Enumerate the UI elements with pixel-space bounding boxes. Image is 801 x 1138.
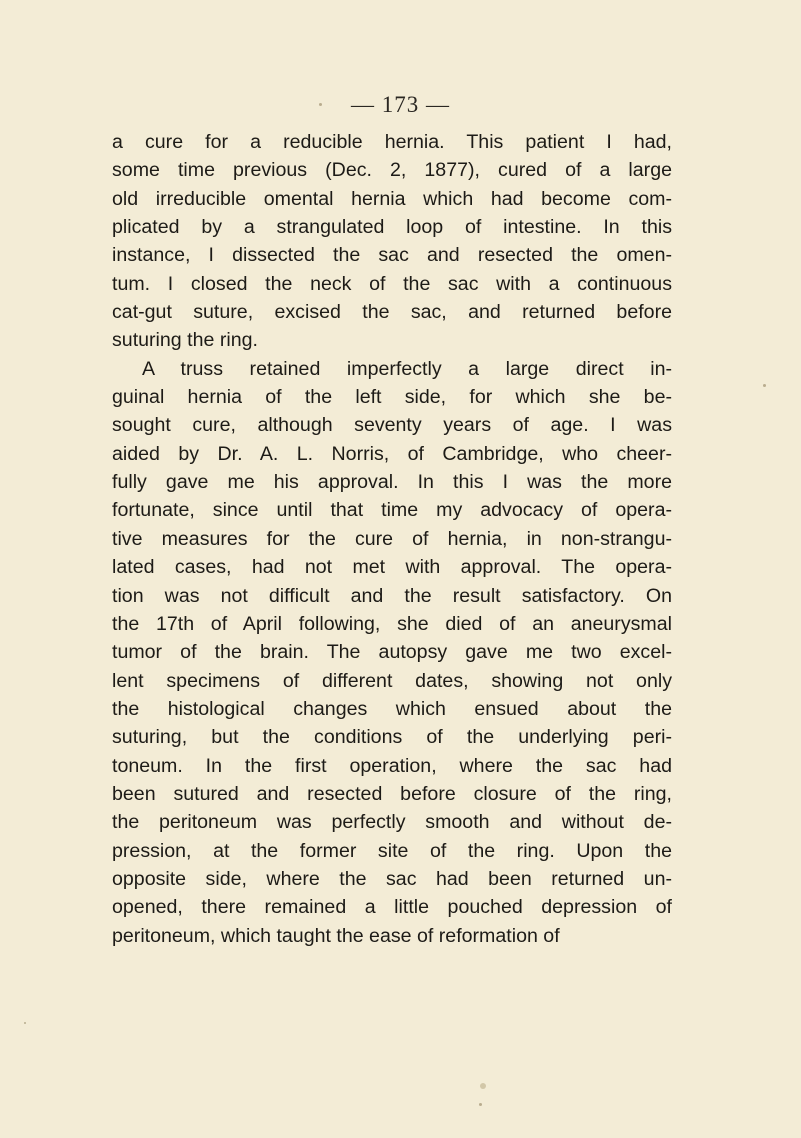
text-line: A truss retained imperfectly a large direct in- (142, 357, 672, 380)
text-line: the peritoneum was perfectly smooth and without de- (112, 811, 672, 834)
text-line: plicated by a strangulated loop of intestine. In this (112, 216, 672, 239)
text-line: opposite side, where the sac had been returned un- (112, 867, 672, 890)
text-line: instance, I dissected the sac and resected the omen- (112, 244, 672, 267)
paper-speck (479, 1103, 482, 1106)
paper-speck (24, 1022, 26, 1024)
text-line: suturing the ring. (112, 329, 258, 352)
text-line: toneum. In the first operation, where the sac had (112, 754, 672, 777)
text-line: tumor of the brain. The autopsy gave me two excel- (112, 641, 672, 664)
text-line: some time previous (Dec. 2, 1877), cured of a large (112, 159, 672, 182)
text-line: suturing, but the conditions of the underlying peri- (112, 726, 672, 749)
text-line: tion was not difficult and the result satisfactory. On (112, 584, 672, 607)
text-line: aided by Dr. A. L. Norris, of Cambridge, who cheer- (112, 442, 672, 465)
text-line: lent specimens of different dates, showing not only (112, 669, 672, 692)
body-text (112, 128, 672, 950)
paper-speck (763, 384, 766, 387)
text-line: a cure for a reducible hernia. This patient I had, (112, 131, 672, 153)
text-line: fully gave me his approval. In this I was the more (112, 471, 672, 494)
text-line: peritoneum, which taught the ease of reformation of (112, 924, 560, 947)
text-line: the 17th of April following, she died of an aneurysmal (112, 612, 672, 635)
text-line: opened, there remained a little pouched depression of (112, 896, 672, 919)
text-line: cat-gut suture, excised the sac, and returned before (112, 301, 672, 324)
text-line: tum. I closed the neck of the sac with a continuous (112, 272, 672, 295)
text-line: been sutured and resected before closure of the ring, (112, 782, 672, 805)
text-line: sought cure, although seventy years of age. I was (112, 414, 672, 437)
text-line: lated cases, had not met with approval. The opera- (112, 556, 672, 579)
page-number: — 173 — (351, 92, 450, 117)
paper-speck (480, 1083, 486, 1089)
text-line: fortunate, since until that time my advocacy of opera- (112, 499, 672, 522)
text-line: the histological changes which ensued about the (112, 697, 672, 720)
text-line: guinal hernia of the left side, for which she be- (112, 386, 672, 409)
text-line: pression, at the former site of the ring. Upon the (112, 839, 672, 862)
paper-speck (319, 103, 322, 106)
text-line: tive measures for the cure of hernia, in non-strangu- (112, 527, 672, 550)
text-line: old irreducible omental hernia which had become com- (112, 187, 672, 210)
